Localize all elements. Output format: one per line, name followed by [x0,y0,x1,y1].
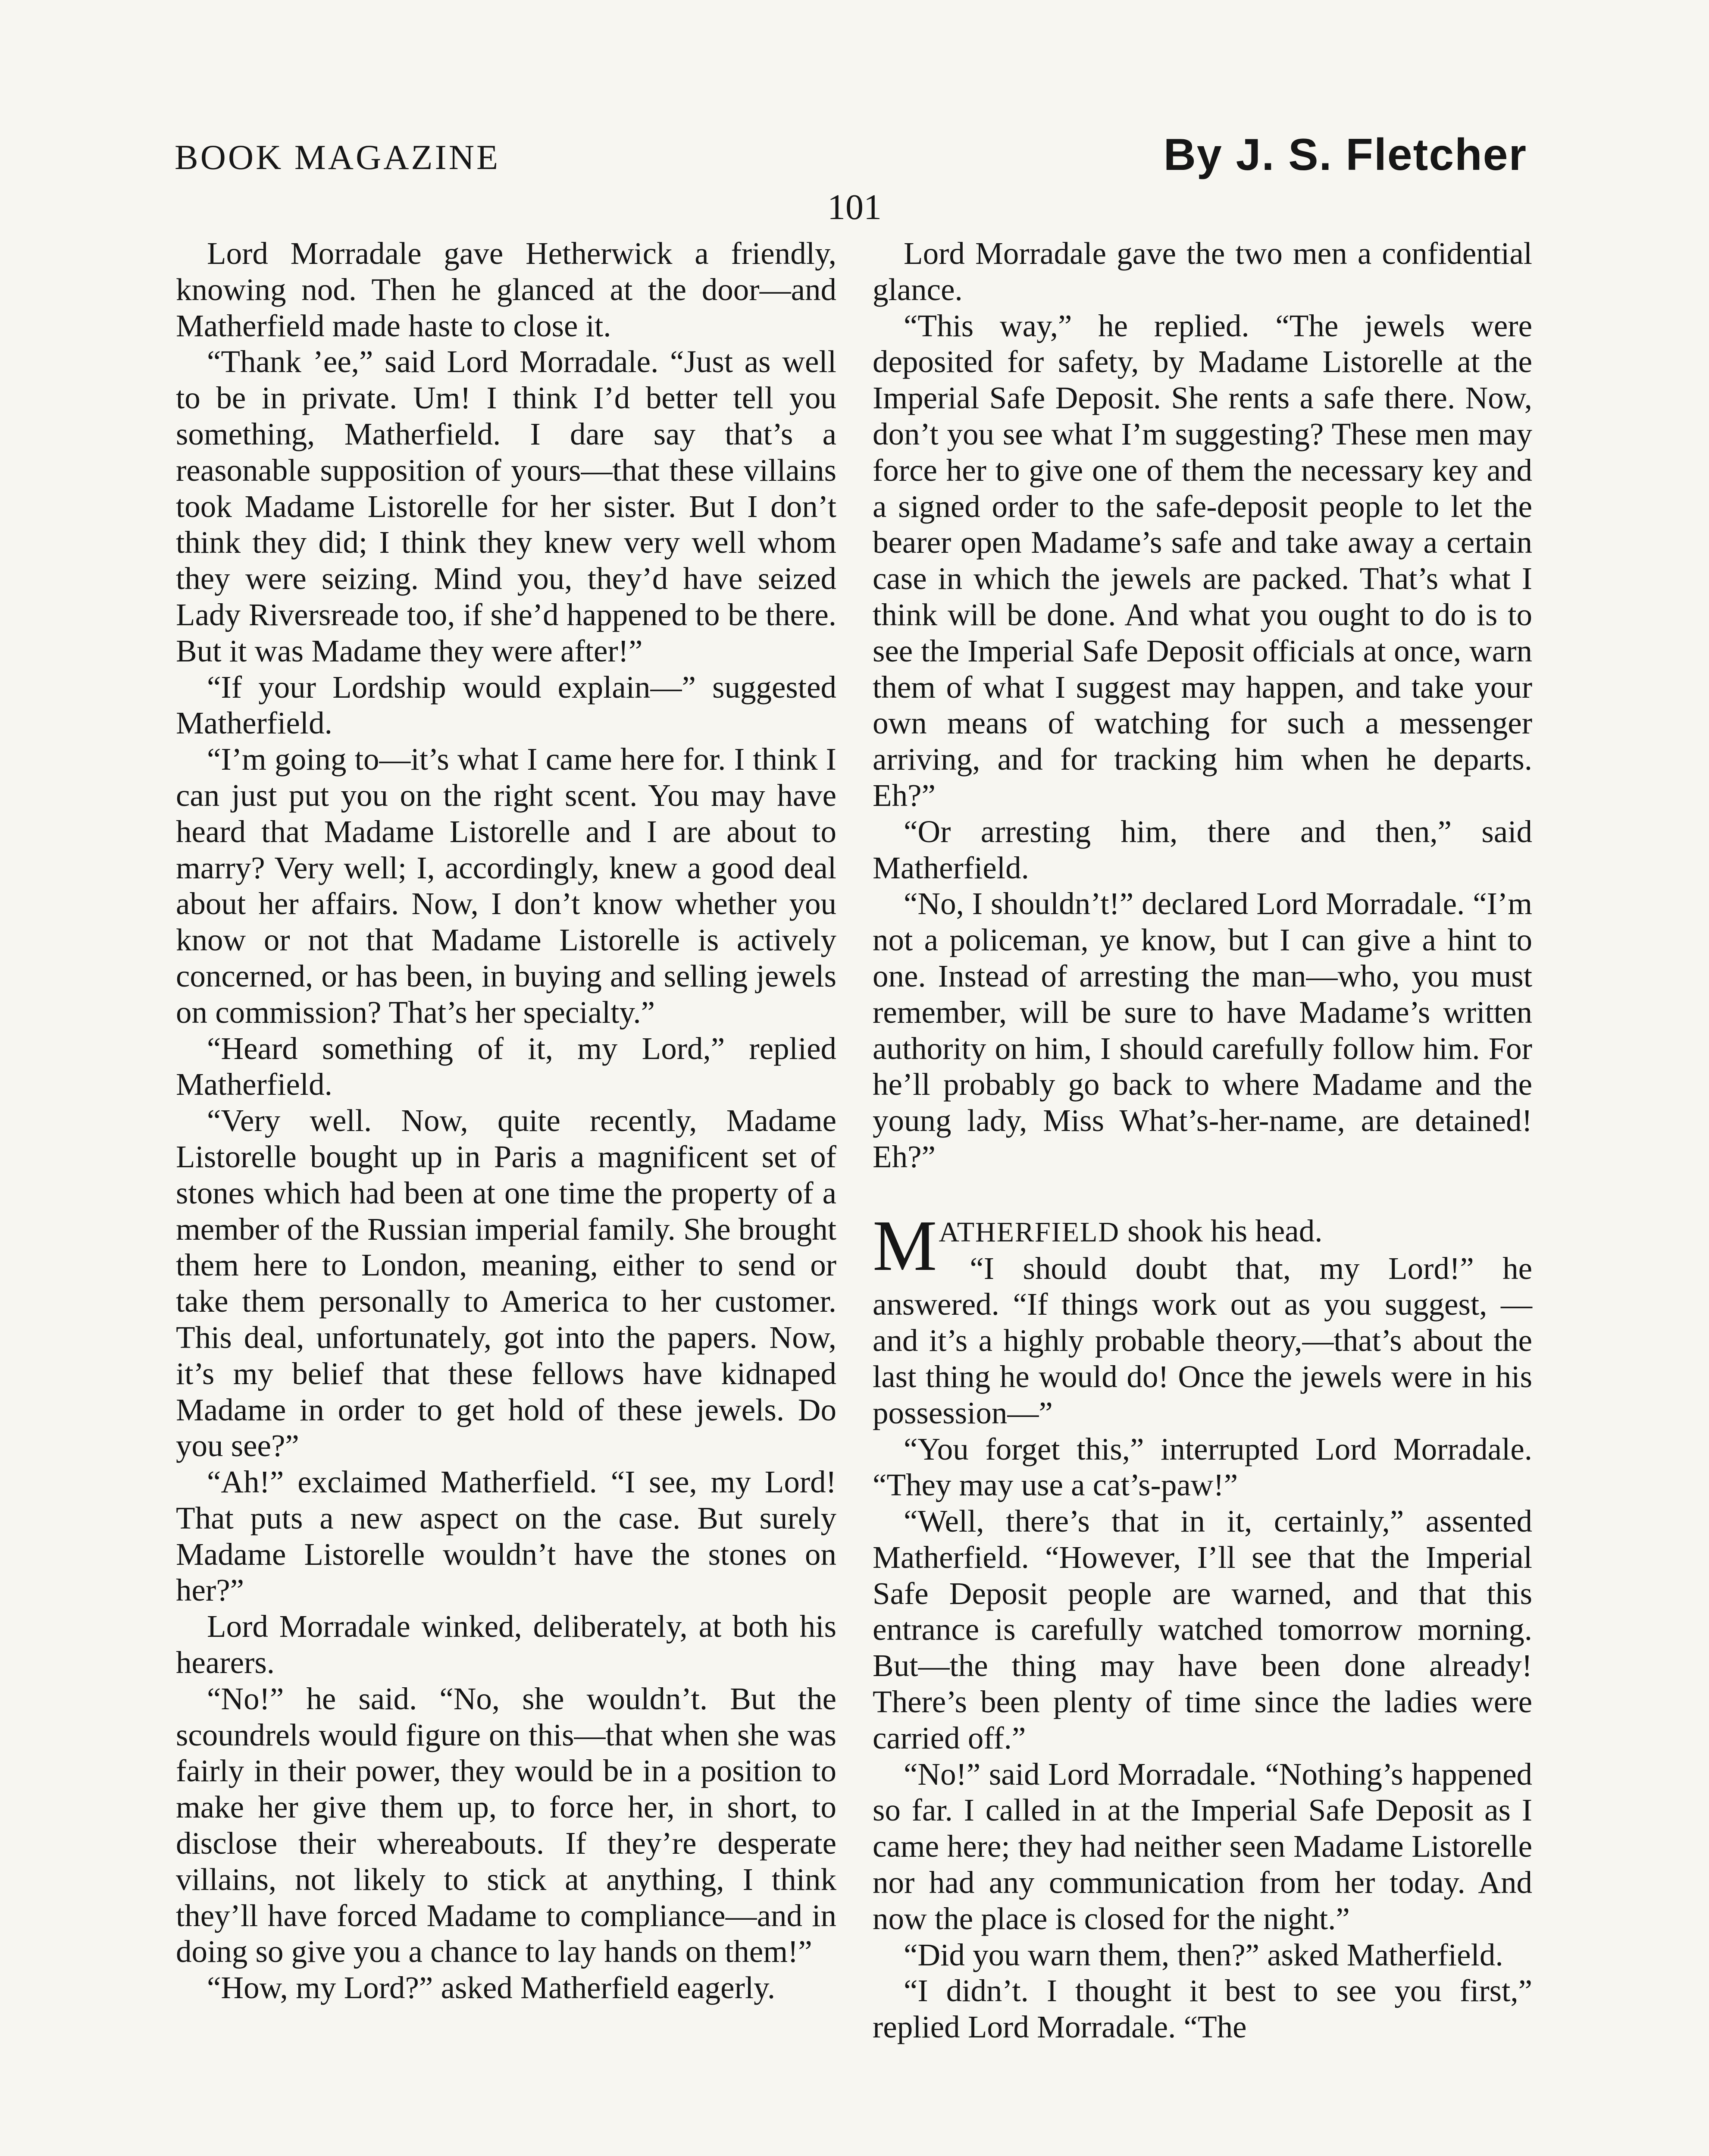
paragraph: “Well, there’s that in it, certainly,” assented Matherfield. “However, I’ll see that the Imperial Safe Deposit people are warned, and that this entrance is carefully watched tomorrow morning. But—the thing may have been done already! There’s been plenty of time since the ladies were carried off.” [873,1504,1532,1755]
paragraph: “Or arresting him, there and then,” said Matherfield. [873,814,1532,885]
paragraph: “Ah!” exclaimed Matherfield. “I see, my Lord! That puts a new aspect on the case. But surely Madame Listorelle wouldn’t have the stones on her?” [176,1464,836,1608]
page-number: 101 [827,187,882,227]
small-caps-name: ATHERFIELD [939,1216,1120,1248]
paragraph: “I’m going to—it’s what I came here for. I think I can just put you on the right scent. You may have heard that Madame Listorelle and I are about to marry? Very well; I, accordingly, knew a good deal about her affairs. Now, I don’t know whether you know or not that Madame Listorelle is actively concerned, or has been, in buying and selling jewels on commission? That’s her specialty.” [176,742,836,1030]
section-opening-text: shook his head. [1120,1213,1323,1248]
paragraph: “This way,” he replied. “The jewels were deposited for safety, by Madame Listorelle at the Imperial Safe Deposit. She rents a safe there. Now, don’t you see what I’m suggesting? These men may force her to give one of them the necessary key and a signed order to the safe-deposit people to let the bearer open Madame’s safe and take away a certain case in which the jewels are packed. That’s what I think will be done. And what you ought to do is to see the Imperial Safe Deposit officials at once, warn them of what I suggest may happen, and take your own means of watching for such a messenger arriving, and for tracking him when he departs. Eh?” [873,308,1532,813]
paragraph: Lord Morradale gave Hetherwick a friendly, knowing nod. Then he glanced at the door—and Matherfield made haste to close it. [176,236,836,343]
paragraph: “How, my Lord?” asked Matherfield eagerly. [207,1970,776,2006]
paragraph: “I didn’t. I thought it best to see you first,” replied Lord Morradale. “The [873,1973,1532,2045]
paragraph: “Heard something of it, my Lord,” replied Matherfield. [176,1031,836,1102]
magazine-title: BOOK MAGAZINE [175,138,501,177]
paragraph: Lord Morradale winked, deliberately, at both his hearers. [176,1609,836,1680]
paragraph: “No, I shouldn’t!” declared Lord Morradale. “I’m not a policeman, ye know, but I can give a hint to one. Instead of arresting the man—who, you must remember, will be sure to have Madame’s written authority on him, I should carefully follow him. For he’ll probably go back to where Madame and the young lady, Miss What’s-her-name, are detained! Eh?” [873,886,1532,1174]
section-opening-paragraph [873,1205,1532,1286]
paragraph: “Did you warn them, then?” asked Matherfield. [904,1937,1503,1972]
paragraph: “If your Lordship would explain—” suggested Matherfield. [176,669,836,741]
right-column [873,235,1532,2045]
author-byline: By J. S. Fletcher [1163,130,1527,180]
drop-cap: M [873,1205,937,1286]
paragraph: “No!” he said. “No, she wouldn’t. But the scoundrels would figure on this—that when she was fairly in their power, they would be in a position to make her give them up, to force her, in short, to disclose their whereabouts. If they’re desperate villains, not likely to stick at anything, I think they’ll have forced Madame to compliance—and in doing so give you a chance to lay hands on them!” [176,1681,836,1969]
paragraph: Lord Morradale gave the two men a confidential glance. [873,236,1532,307]
paragraph: “I should doubt that, my Lord!” he answered. “If things work out as you suggest, — and it’s a highly probable theory,—that’s about the last thing he would do! Once the jewels were in his possession—” [873,1250,1532,1430]
left-column [176,235,836,2006]
paragraph: “No!” said Lord Morradale. “Nothing’s happened so far. I called in at the Imperial Safe Deposit as I came here; they had neither seen Madame Listorelle nor had any communication from her today. And now the place is closed for the night.” [873,1756,1532,1936]
paragraph: “Thank ’ee,” said Lord Morradale. “Just as well to be in private. Um! I think I’d better tell you something, Matherfield. I dare say that’s a reasonable supposition of yours—that these villains took Madame Listorelle for her sister. But I don’t think they did; I think they knew very well whom they were seizing. Mind you, they’d have seized Lady Riversreade too, if she’d happened to be there. But it was Madame they were after!” [176,344,836,668]
paragraph: “Very well. Now, quite recently, Madame Listorelle bought up in Paris a magnificent set of stones which had been at one time the property of a member of the Russian imperial family. She brought them here to London, meaning, either to send or take them personally to America to her customer. This deal, unfortunately, got into the papers. Now, it’s my belief that these fellows have kidnaped Madame in order to get hold of these jewels. Do you see?” [176,1103,837,1463]
paragraph: “You forget this,” interrupted Lord Morradale. “They may use a cat’s-paw!” [873,1431,1532,1503]
